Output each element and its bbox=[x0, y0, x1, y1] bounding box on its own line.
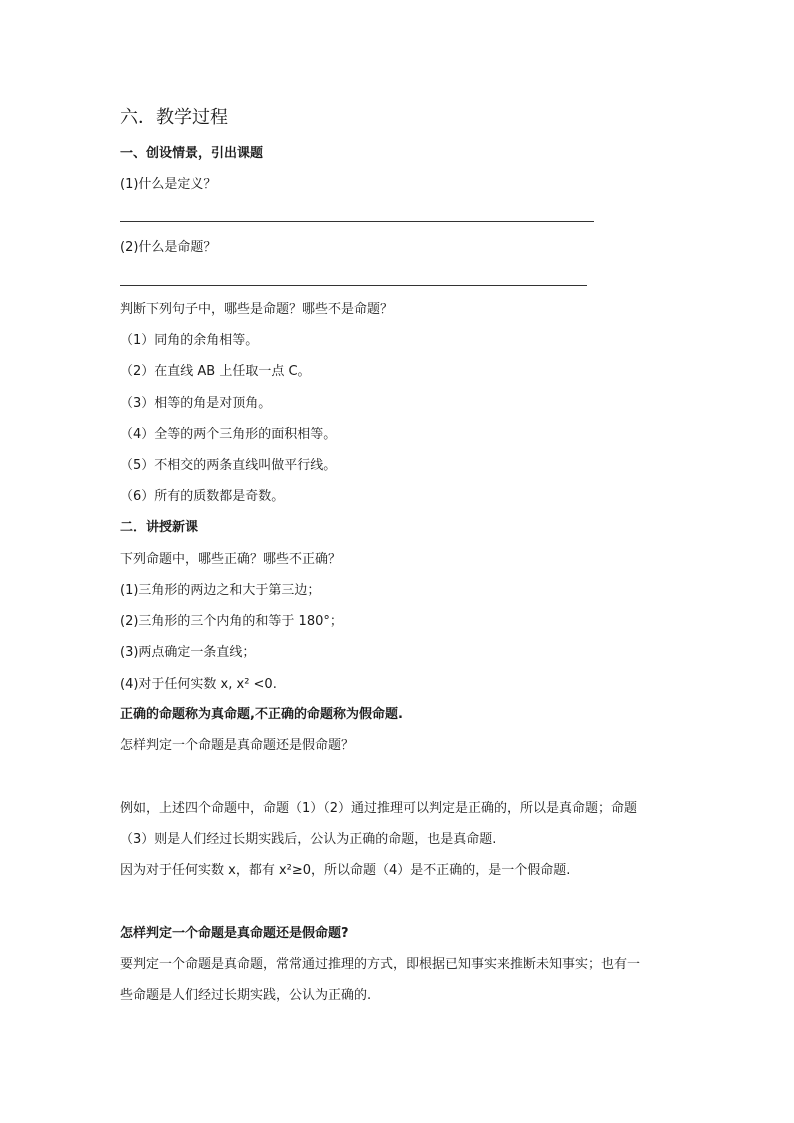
example-paragraph-line: （3）则是人们经过长期实践后，公认为正确的命题，也是真命题. bbox=[120, 832, 497, 847]
section-title: 六．教学过程 bbox=[120, 107, 228, 128]
list-item: (4)对于任何实数 x, x² <0. bbox=[120, 677, 277, 692]
list-item: (3)两点确定一条直线； bbox=[120, 645, 256, 660]
correctness-prompt: 下列命题中，哪些正确？哪些不正确？ bbox=[120, 552, 342, 567]
question-definition: (1)什么是定义？ bbox=[120, 177, 217, 192]
question-proposition: (2)什么是命题？ bbox=[120, 240, 217, 255]
list-item: (2)三角形的三个内角的和等于 180°； bbox=[120, 614, 343, 629]
list-item: （6）所有的质数都是奇数。 bbox=[120, 489, 285, 504]
answer-line-proposition bbox=[120, 285, 587, 286]
part2-heading: 二．讲授新课 bbox=[120, 520, 199, 535]
list-item: （2）在直线 AB 上任取一点 C。 bbox=[120, 364, 311, 379]
list-item: （3）相等的角是对顶角。 bbox=[120, 396, 272, 411]
judge-question-bold: 怎样判定一个命题是真命题还是假命题? bbox=[120, 926, 349, 941]
example-paragraph-line: 因为对于任何实数 x，都有 x²≥0，所以命题（4）是不正确的，是一个假命题. bbox=[120, 863, 571, 878]
answer-line-definition bbox=[120, 221, 594, 222]
list-item: （4）全等的两个三角形的面积相等。 bbox=[120, 427, 337, 442]
list-item: （1）同角的余角相等。 bbox=[120, 333, 259, 348]
definition-statement: 正确的命题称为真命题,不正确的命题称为假命题. bbox=[120, 707, 403, 722]
list-item: （5）不相交的两条直线叫做平行线。 bbox=[120, 458, 337, 473]
list-item: (1)三角形的两边之和大于第三边； bbox=[120, 583, 321, 598]
example-paragraph-line: 例如，上述四个命题中，命题（1）（2）通过推理可以判定是正确的，所以是真命题；命题 bbox=[120, 801, 638, 816]
answer-paragraph-line: 要判定一个命题是真命题，常常通过推理的方式，即根据已知事实来推断未知事实；也有一 bbox=[120, 957, 641, 972]
part1-heading: 一、创设情景，引出课题 bbox=[120, 146, 264, 161]
answer-paragraph-line: 些命题是人们经过长期实践，公认为正确的. bbox=[120, 988, 372, 1003]
judge-question: 怎样判定一个命题是真命题还是假命题？ bbox=[120, 738, 355, 753]
judge-prompt: 判断下列句子中，哪些是命题？哪些不是命题？ bbox=[120, 302, 394, 317]
